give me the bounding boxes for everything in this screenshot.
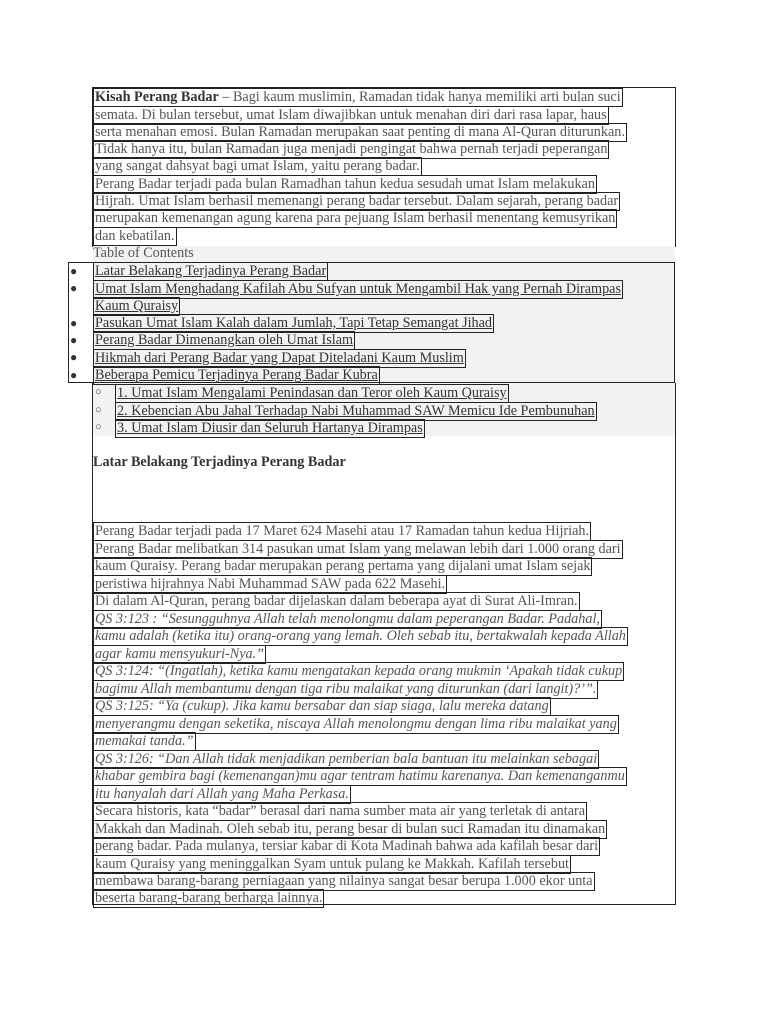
quote-line: memakai tanda.” [95,733,194,749]
quote-line: QS 3:125: “Ya (cukup). Jika kamu bersabar dan siap siaga, lalu mereka datang [95,698,549,714]
toc-sublink[interactable]: 1. Umat Islam Mengalami Penindasan dan Teror oleh Kaum Quraisy [117,385,507,401]
paragraph-line: membawa barang-barang perniagaan yang nilainya sangat besar berupa 1.000 ekor unta [95,873,593,889]
paragraph-line: perang badar. Pada mulanya, tersiar kabar di Kota Madinah bahwa ada kafilah besar dari [95,838,599,854]
paragraph-line: kaum Quraisy yang meninggalkan Syam untuk pulang ke Makkah. Kafilah tersebut [95,856,569,872]
intro-line: Perang Badar terjadi pada bulan Ramadhan tahun kedua sesudah umat Islam melakukan [95,176,595,192]
paragraph-line: Perang Badar melibatkan 314 pasukan umat Islam yang melawan lebih dari 1.000 orang dari [95,541,621,557]
bullet-icon: ● [70,350,78,364]
intro-line: Tidak hanya itu, bulan Ramadan juga menjadi pengingat bahwa pernah terjadi peperangan [95,141,608,157]
quote-line: menyerangmu dengan seketika, niscaya Allah menolongmu dengan lima ribu malaikat yang [95,716,617,732]
intro-line: Hijrah. Umat Islam berhasil memenangi perang badar tersebut. Dalam sejarah, perang badar [95,193,619,209]
paragraph-line: Makkah dan Madinah. Oleh sebab itu, perang besar di bulan suci Ramadan itu dinamakan [95,821,606,837]
bullet-icon: ● [70,281,78,295]
quote-line: bagimu Allah membantumu dengan tiga ribu malaikat yang diturunkan (dari langit)?’”. [95,681,597,697]
circle-bullet-icon: ○ [95,386,102,398]
article-title: Kisah Perang Badar [95,89,219,105]
toc-link[interactable]: Umat Islam Menghadang Kafilah Abu Sufyan untuk Mengambil Hak yang Pernah Dirampas [95,281,622,297]
paragraph-line: peristiwa hijrahnya Nabi Muhammad SAW pada 622 Masehi. [95,576,446,592]
paragraph-line: Secara historis, kata “badar” berasal dari nama sumber mata air yang terletak di antara [95,803,586,819]
quote-line: itu hanyalah dari Allah yang Maha Perkasa. [95,786,349,802]
toc-link[interactable]: Latar Belakang Terjadinya Perang Badar [95,263,327,279]
circle-bullet-icon: ○ [95,421,102,433]
intro-line: dan kebatilan. [95,228,175,244]
bullet-icon: ● [70,316,78,330]
intro-line: semata. Di bulan tersebut, umat Islam diwajibkan untuk menahan diri dari rasa lapar, haus [95,107,607,123]
section-heading: Latar Belakang Terjadinya Perang Badar [93,454,346,470]
quote-line: agar kamu mensyukuri-Nya.” [95,646,265,662]
paragraph-line: Perang Badar terjadi pada 17 Maret 624 Masehi atau 17 Ramadan tahun kedua Hijriah. [95,523,590,539]
toc-link[interactable]: Kaum Quraisy [95,298,179,314]
quote-line: QS 3:124: “(Ingatlah), ketika kamu mengatakan kepada orang mukmin ‘Apakah tidak cukup [95,663,623,679]
intro-line: yang sangat dahsyat bagi umat Islam, yaitu perang badar. [95,158,420,174]
toc-heading: Table of Contents [93,245,194,261]
toc-link[interactable]: Hikmah dari Perang Badar yang Dapat Diteladani Kaum Muslim [95,350,464,366]
toc-sublink[interactable]: 2. Kebencian Abu Jahal Terhadap Nabi Muhammad SAW Memicu Ide Pembunuhan [117,403,595,419]
quote-line: khabar gembira bagi (kemenangan)mu agar tentram hatimu karenanya. Dan kemenanganmu [95,768,625,784]
toc-link[interactable]: Perang Badar Dimenangkan oleh Umat Islam [95,332,354,348]
toc-sublink[interactable]: 3. Umat Islam Diusir dan Seluruh Hartanya Dirampas [117,420,423,436]
toc-link[interactable]: Beberapa Pemicu Terjadinya Perang Badar Kubra [95,367,378,383]
quote-line: QS 3:123 : “Sesungguhnya Allah telah menolongmu dalam peperangan Badar. Padahal, [95,611,600,627]
bullet-icon: ● [70,264,78,278]
paragraph-line: beserta barang-barang berharga lainnya. [95,890,323,906]
toc-link[interactable]: Pasukan Umat Islam Kalah dalam Jumlah, Tapi Tetap Semangat Jihad [95,315,493,331]
quote-line: kamu adalah (ketika itu) orang-orang yang lemah. Oleh sebab itu, bertakwalah kepada Allah [95,628,626,644]
bullet-icon: ● [70,368,78,382]
bullet-icon: ● [70,333,78,347]
intro-text: – Bagi kaum muslimin, Ramadan tidak hanya memiliki arti bulan suci [218,89,621,105]
intro-line-1 [93,88,623,107]
intro-line: serta menahan emosi. Bulan Ramadan merupakan saat penting di mana Al-Quran diturunkan. [95,124,625,140]
intro-line: merupakan kemenangan agung karena para pejuang Islam berhasil menentang kemusyrikan [95,210,616,226]
circle-bullet-icon: ○ [95,404,102,416]
quote-line: QS 3:126: “Dan Allah tidak menjadikan pemberian bala bantuan itu melainkan sebagai [95,751,598,767]
paragraph-line: Di dalam Al-Quran, perang badar dijelaskan dalam beberapa ayat di Surat Ali-Imran. [95,593,578,609]
paragraph-line: kaum Quraisy. Perang badar merupakan perang pertama yang dijalani umat Islam sejak [95,558,591,574]
